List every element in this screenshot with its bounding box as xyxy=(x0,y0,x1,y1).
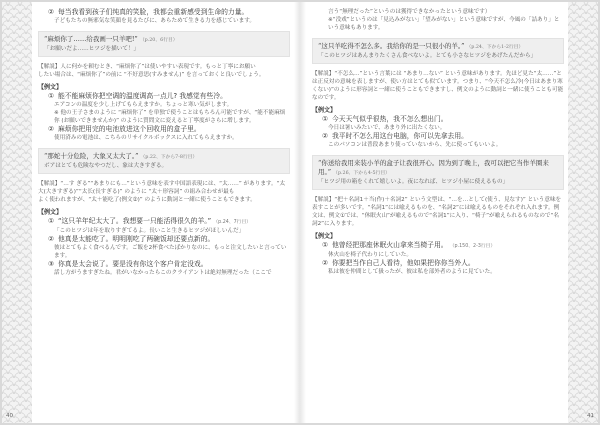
explanation-2: 【解説】“…す ぎる”“あまりにも…”という意味を表す中国語表現には、“太……” があります。“太大(大きすぎる)”“太长(長すぎる)” のように “太＋形容詞” の組み合わせが最も よく使われますが、“太＋能吃了(例文②)” のように動詞と一緒に使うこともできます。 xyxy=(38,181,286,203)
explanation-3: 【解説】“不怎么…”という言葉には “あまり…ない” という意味があります。先ほど見た“太……”とは正反対の意味を表しますが、使い方はとても似ています。つまり、“今天不怎么冷(今日はあまり寒くない)”のように形容詞と一緒に使うこともできますし、例文のように動詞と一緒に使うことも可能なのです。 xyxy=(312,71,564,101)
example-label: 【例文】 xyxy=(38,84,63,91)
example-label: 【例文】 xyxy=(312,233,337,240)
top-item-translation: 子どもたちの無邪気な笑顔を見るたびに、あらためて生きる力を感じています。 xyxy=(54,18,255,24)
top-item: ② 每当我看到孩子们纯真的笑脸，我都会重新感受到生命的力量。 xyxy=(48,8,249,16)
example-label: 【例文】 xyxy=(38,209,63,216)
left-page: ② 每当我看到孩子们纯真的笑脸，我都会重新感受到生命的力量。 子どもたちの無邪気な笑顔を見るたびに、あらためて生きる力を感じています。 “麻烦你了……给我画一只羊吧!” （p.20、6行目） 「お願いだよ……ヒツジを描いて！」 【解説】人に何かを頼むとき、“麻烦你了”は使いやすい表現です。もっと丁寧にお願い したい場合は、“麻烦你了”の前に “不好意思(すみません)” を言っておくと良いでしょう。 【例文】 ① 能不能麻烦你把空调的温度调高一点儿? 我感觉有些冷。 エアコンの温度を少し上げてもらえますか。ちょっと寒い気がします。 ※ 他の王子さまのように “麻烦你了” を単独で使うことはもちろん可能ですが、“能不能麻烦 你 (お願いできませんか)” のように質問文に変えると丁寧度がさらに増します。 ② 麻烦你把用完的电池放进这个回收用的盒子里。 使用済みの電池は、こちらのリサイクルボックスに入れてもらえますか。 “那蛇十分危险，大象又太大了。” （p.22、下から7-8行目） ボアはとても危険なやつだし、象は大きすぎる。 【解説】“…す ぎる”“あまりにも…”という意味を表す中国語表現には、“太……” があります。“太大(大きすぎる)”“太长(長すぎる)” のように “太＋形容詞” の組み合わせが最も よく使われますが、“太＋能吃了(例文②)” のように動詞と一緒に使うこともできます。 【例文】 ① “这只羊年纪太大了。我想要一只能活得很久的羊。” （p.24、7行目） 「このヒツジは年を取りすぎてるよ。長いこと生きるヒツジがほしいんだ」 ② 他真是太能吃了。明明刚吃了两碗饭却还要点新的。 彼はとてもよく食べるんです。ご飯を2杯食べたばかりなのに、もっと注文したいと言っています。 ③ 你真是太会说了。要是没有你这个客户肯定没戏。 話し方がうますぎたね。君がいなかったらこのクライアントは絶対無理だった（ここで xyxy=(32,2,294,423)
example-label: 【例文】 xyxy=(312,107,337,114)
book-gutter xyxy=(294,2,306,423)
page-number-right: 41 xyxy=(587,413,594,419)
explanation-4: 【解説】“把＋名詞1＋当(作)＋名詞2” という文型は、“…を…として(使う、見なす)” という意味を表すことが多いです。“名詞1”には喩えるものを、“名詞2”には喩えるものをそれぞれ入れます。例文は、例文①では、“休眠火山”が喩えるもので“名詞1”に入り、“椅子”が喩えられるものなので“名詞2”に入ります。 xyxy=(312,197,562,227)
quote-box-2: “那蛇十分危险，大象又太大了。” （p.22、下から7-8行目） ボアはとても危険なやつだし、象は大きすぎる。 xyxy=(38,148,290,174)
explanation-1: 【解説】人に何かを頼むとき、“麻烦你了”は使いやすい表現です。もっと丁寧にお願い したい場合は、“麻烦你了”の前に “不好意思(すみません)” を言っておくと良いでしょう。 xyxy=(38,64,265,78)
quote-box-1: “麻烦你了……给我画一只羊吧!” （p.20、6行目） 「お願いだよ……ヒツジを描いて！」 xyxy=(38,31,290,57)
page-number-left: 40 xyxy=(6,413,13,419)
left-wave-pattern xyxy=(2,2,32,423)
quote-box-3: “这只羊吃得不怎么多。我给你的是一只很小的羊。” （p.24、下から1-2行目） 「このヒツジはあんまりたくさん食べないよ。とても小さなヒツジをあげたんだから」 xyxy=(312,38,564,64)
book-spread xyxy=(2,2,598,423)
right-page: 言う“無理だった”というのは獲得できなかったという意味です） ※“没戏”というのは「見込みがない」「望みがない」という意味ですが、今風の「詰あり」という意味もあります。 “这只羊吃得不怎么多。我给你的是一只很小的羊。” （p.24、下から1-2行目） 「このヒツジはあんまりたくさん食べないよ。とても小さなヒツジをあげたんだから」 【解説】“不怎么…”という言葉には “あまり…ない” という意味があります。先ほど見た“太……”とは正反対の意味を表しますが、使い方はとても似ています。つまり、“今天不怎么冷(今日はあまり寒くない)”のように形容詞と一緒に使うこともできますし、例文のように動詞と一緒に使うことも可能なのです。 【例文】 ① 今天天气似乎很热，我不怎么想出门。 今日は暑いみたいで、あまり外に出たくない。 ② 我平时不怎么用这台电脑，你可以先拿去用。 このパソコンは普段あまり使っていないから、先に使ってもいいよ。 “你送给我用来装小羊的盒子让我很开心。因为到了晚上，我可以把它当作羊圈来用。” （p.26、下から4-5行目） 「ヒツジ用の箱をくれて嬉しいよ。夜になれば、ヒツジ小屋に使えるもの」 【解説】“把＋名詞1＋当(作)＋名詞2” という文型は、“…を…として(使う、見なす)” という意味を表すことが多いです。“名詞1”には喩えるものを、“名詞2”には喩えるものをそれぞれ入れます。例文は、例文①では、“休眠火山”が喩えるもので“名詞1”に入り、“椅子”が喩えられるものなので“名詞2”に入ります。 【例文】 ① 他曾经把那座休眠火山拿来当椅子用。 （p.150、2-3行目） 休火山を椅子代わりにしていた。 ② 你要把当作自己人看待，他如果把你你当外人。 私は彼を仲間として扱ったが、彼は私を部外者のように見ていた。 xyxy=(306,2,568,423)
quote-box-4: “你送给我用来装小羊的盒子让我很开心。因为到了晚上，我可以把它当作羊圈来用。” （p.26、下から4-5行目） 「ヒツジ用の箱をくれて嬉しいよ。夜になれば、ヒツジ小屋に使えるもの」 xyxy=(312,155,564,190)
right-wave-pattern xyxy=(568,2,598,423)
